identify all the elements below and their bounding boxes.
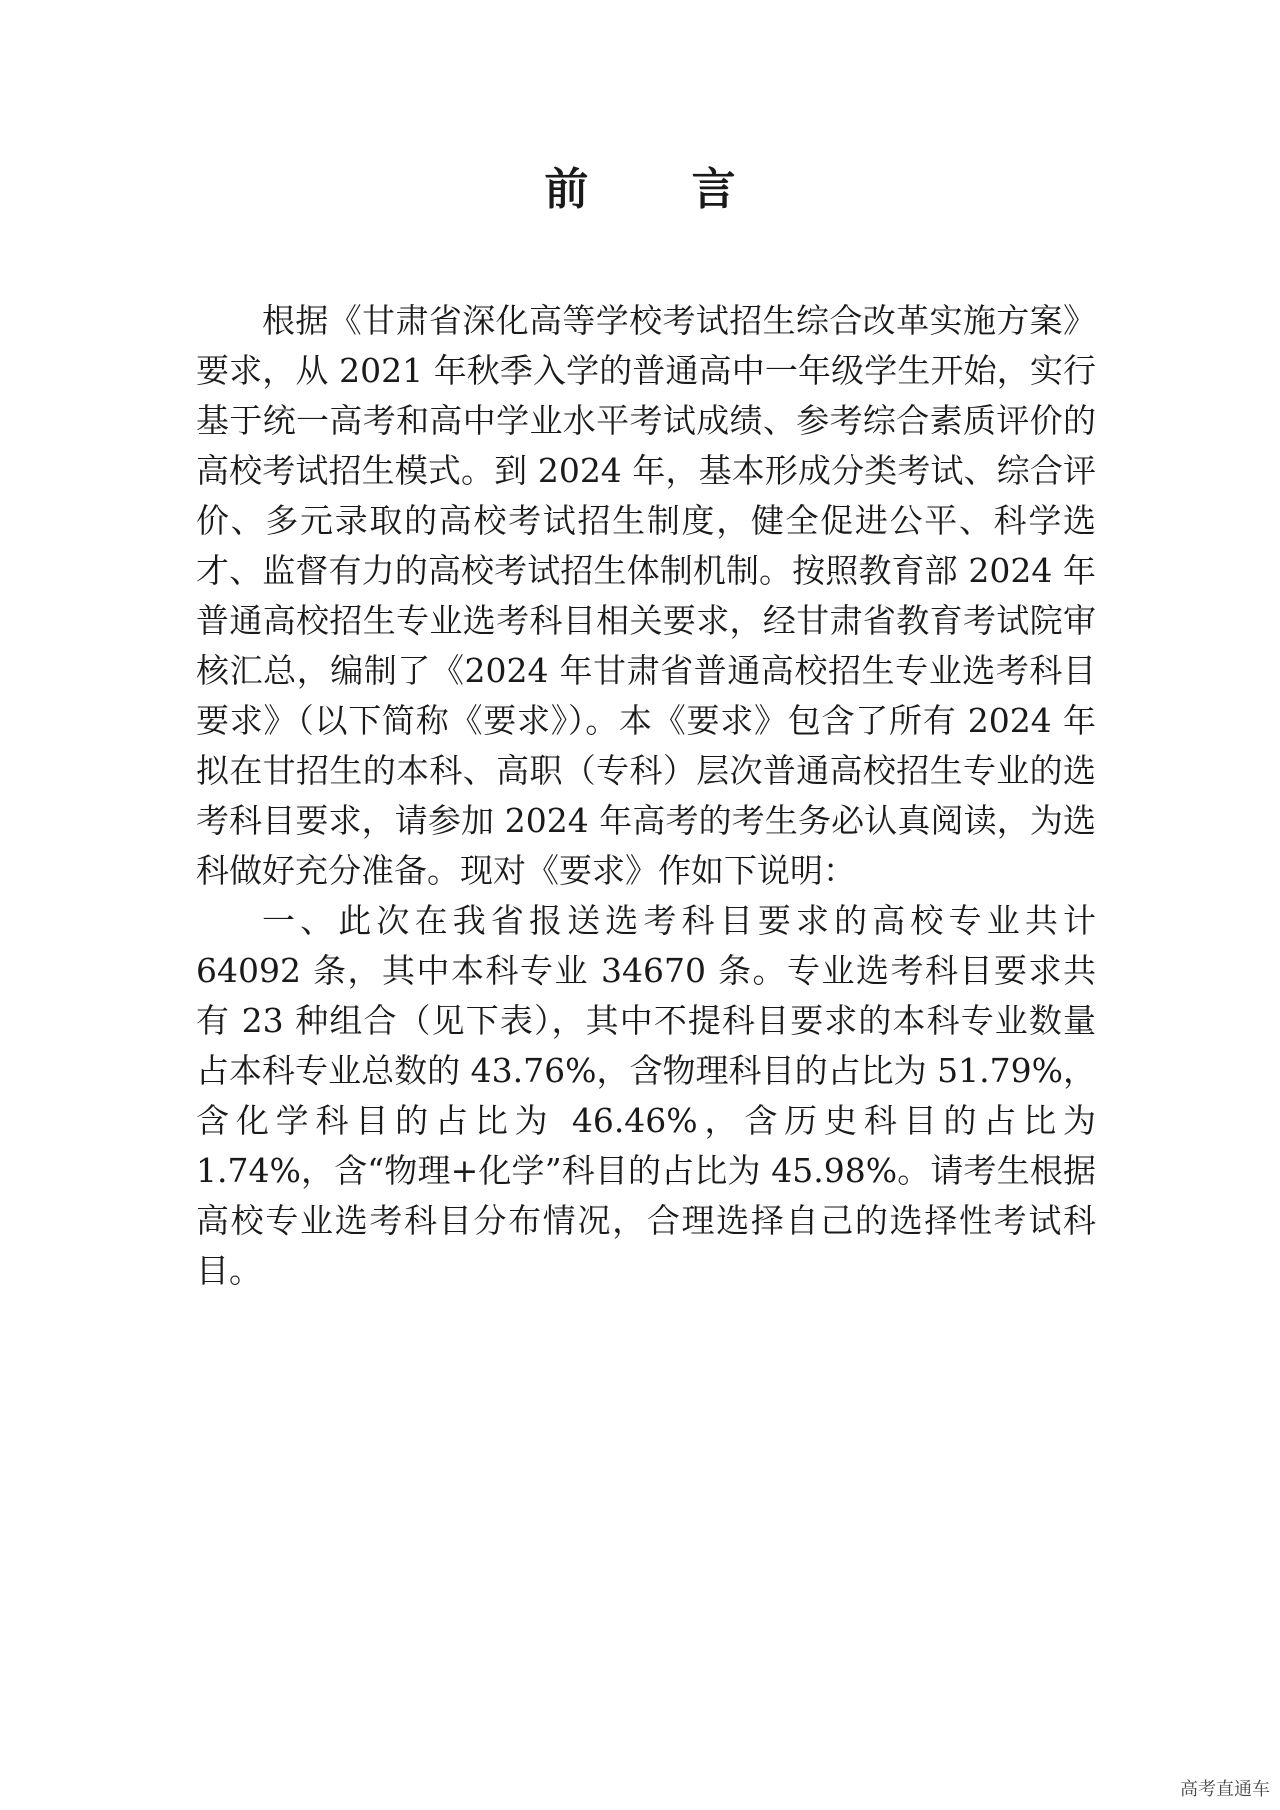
- document-body: [196, 296, 1096, 1296]
- paragraph-item-one: 一、此次在我省报送选考科目要求的高校专业共计 64092 条，其中本科专业 34670 条。专业选考科目要求共有 23 种组合（见下表），其中不提科目要求的本科专业数量占本科专业总数的 43.76%，含物理科目的占比为 51.79%，含化学科目的占比为 46.46%，含历史科目的占比为 1.74%，含“物理+化学”科目的占比为 45.98%。请考生根据高校专业选考科目分布情况，合理选择自己的选择性考试科目。: [196, 901, 1096, 1290]
- paragraph-intro: 根据《甘肃省深化高等学校考试招生综合改革实施方案》要求，从 2021 年秋季入学的普通高中一年级学生开始，实行基于统一高考和高中学业水平考试成绩、参考综合素质评价的高校考试招生模式。到 2024 年，基本形成分类考试、综合评价、多元录取的高校考试招生制度，健全促进公平、科学选才、监督有力的高校考试招生体制机制。按照教育部 2024 年普通高校招生专业选考科目相关要求，经甘肃省教育考试院审核汇总，编制了《2024 年甘肃省普通高校招生专业选考科目要求》（以下简称《要求》）。本《要求》包含了所有 2024 年拟在甘招生的本科、高职（专科）层次普通高校招生专业的选考科目要求，请参加 2024 年高考的考生务必认真阅读，为选科做好充分准备。现对《要求》作如下说明：: [196, 301, 1096, 890]
- source-watermark: 高考直通车: [1180, 1779, 1270, 1800]
- page-title: 前 言: [544, 164, 780, 215]
